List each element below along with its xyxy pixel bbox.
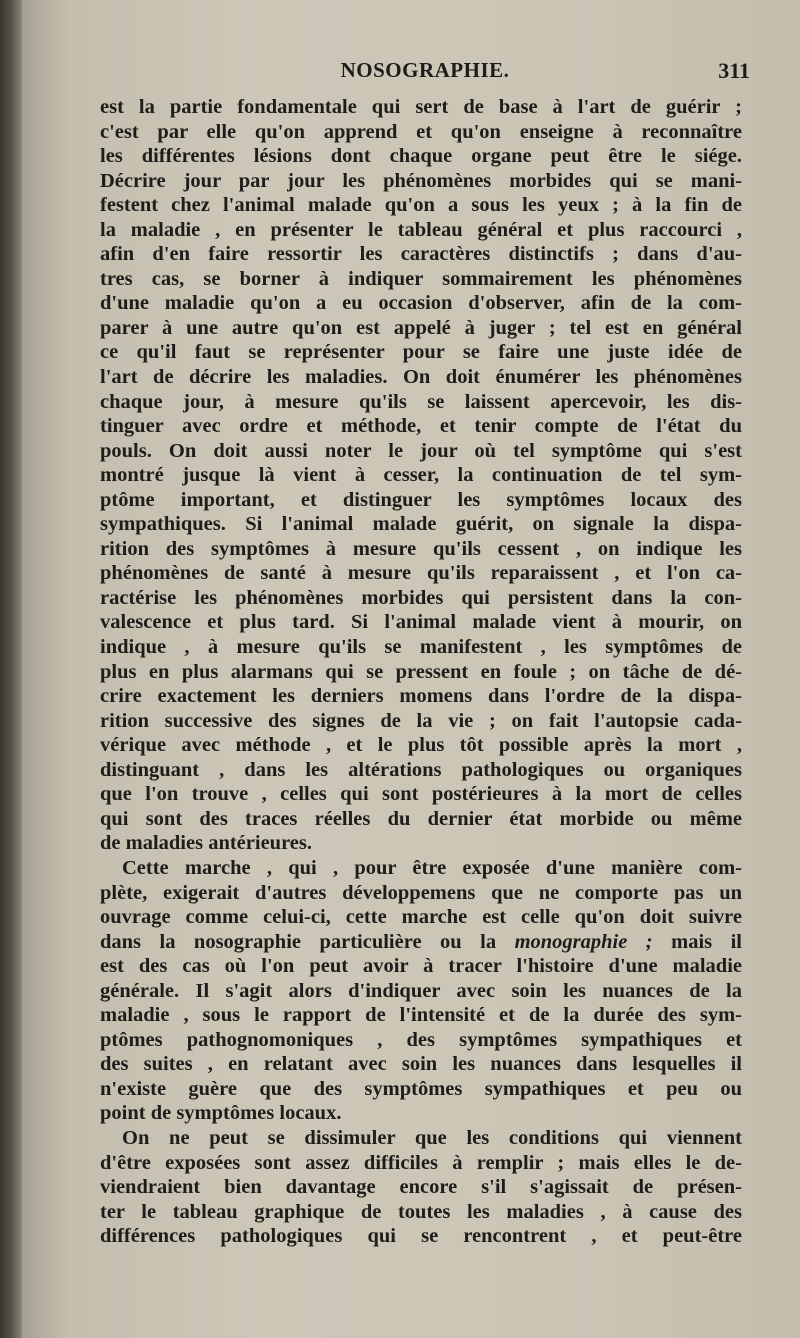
text-line: viendraient bien davantage encore s'il s'agissait de présen-: [100, 1176, 742, 1199]
text-line: rition successive des signes de la vie ; on fait l'autopsie cada-: [100, 709, 742, 732]
text-line: [100, 930, 742, 955]
text-line: pouls. On doit aussi noter le jour où tel symptôme qui s'est: [100, 439, 742, 462]
text-line: est la partie fondamentale qui sert de base à l'art de guérir ;: [100, 96, 742, 118]
text-line: ter le tableau graphique de toutes les maladies , à cause des: [100, 1200, 742, 1223]
text-line: l'art de décrire les maladies. On doit énumérer les phénomènes: [100, 366, 742, 389]
text-line: ractérise les phénomènes morbides qui persistent dans la con-: [100, 586, 742, 609]
text-run: dans la nosographie particulière ou la: [100, 930, 515, 953]
italic-term: monographie ;: [514, 930, 653, 953]
body-text: [100, 95, 742, 1249]
text-line: les différentes lésions dont chaque organe peut être le siége.: [100, 145, 742, 168]
text-line: qui sont des traces réelles du dernier état morbide ou même: [100, 807, 742, 830]
text-line: c'est par elle qu'on apprend et qu'on enseigne à reconnaître: [100, 120, 742, 143]
running-title: NOSOGRAPHIE.: [340, 58, 510, 82]
page-number: 311: [718, 58, 750, 83]
text-line: tres cas, se borner à indiquer sommairement les phénomènes: [100, 267, 742, 290]
text-line: ce qu'il faut se représenter pour se faire une juste idée de: [100, 341, 742, 364]
text-line: des suites , en relatant avec soin les nuances dans lesquelles il: [100, 1053, 742, 1076]
text-line: indique , à mesure qu'ils se manifestent , les symptômes de: [100, 636, 742, 659]
text-line: distinguant , dans les altérations pathologiques ou organiques: [100, 758, 742, 781]
text-line: plus en plus alarmans qui se pressent en foule ; on tâche de dé-: [100, 660, 742, 683]
text-line: sympathiques. Si l'animal malade guérit, on signale la dispa-: [100, 513, 742, 536]
text-line: rition des symptômes à mesure qu'ils cessent , on indique les: [100, 537, 742, 560]
text-line: valescence et plus tard. Si l'animal malade vient à mourir, on: [100, 611, 742, 634]
text-line: Décrire jour par jour les phénomènes morbides qui se mani-: [100, 169, 742, 192]
text-line: parer à une autre qu'on est appelé à juger ; tel est en général: [100, 316, 742, 339]
text-line: plète, exigerait d'autres développemens que ne comporte pas un: [100, 881, 742, 904]
text-line: Cette marche , qui , pour être exposée d'une manière com-: [122, 856, 742, 879]
text-line: chaque jour, à mesure qu'ils se laissent apercevoir, les dis-: [100, 390, 742, 413]
text-run: mais il: [652, 930, 742, 953]
text-line: générale. Il s'agit alors d'indiquer avec soin les nuances de la: [100, 979, 742, 1002]
text-line: point de symptômes locaux.: [100, 1102, 342, 1125]
text-line: afin d'en faire ressortir les caractères distinctifs ; dans d'au-: [100, 243, 742, 266]
text-line: de maladies antérieures.: [100, 832, 312, 855]
text-line: On ne peut se dissimuler que les conditions qui viennent: [122, 1126, 742, 1149]
text-line: que l'on trouve , celles qui sont postérieures à la mort de celles: [100, 783, 742, 806]
text-line: d'être exposées sont assez difficiles à remplir ; mais elles le de-: [100, 1151, 742, 1174]
text-line: maladie , sous le rapport de l'intensité et de la durée des sym-: [100, 1004, 742, 1027]
page-header: [100, 58, 750, 88]
text-line: d'une maladie qu'on a eu occasion d'observer, afin de la com-: [100, 292, 742, 315]
book-page: [22, 0, 800, 1338]
text-line: vérique avec méthode , et le plus tôt possible après la mort ,: [100, 734, 742, 757]
text-line: ptômes pathognomoniques , des symptômes sympathiques et: [100, 1028, 742, 1051]
text-line: ouvrage comme celui-ci, cette marche est celle qu'on doit suivre: [100, 906, 742, 929]
text-line: crire exactement les derniers momens dans l'ordre de la dispa-: [100, 685, 742, 708]
text-line: la maladie , en présenter le tableau général et plus raccourci ,: [100, 218, 742, 241]
text-line: phénomènes de santé à mesure qu'ils reparaissent , et l'on ca-: [100, 562, 742, 585]
text-line: différences pathologiques qui se rencontrent , et peut-être: [100, 1225, 742, 1248]
text-line: ptôme important, et distinguer les symptômes locaux des: [100, 488, 742, 511]
text-line: montré jusque là vient à cesser, la continuation de tel sym-: [100, 464, 742, 487]
text-line: festent chez l'animal malade qu'on a sous les yeux ; à la fin de: [100, 194, 742, 217]
text-line: n'existe guère que des symptômes sympathiques et peu ou: [100, 1077, 742, 1100]
text-line: tinguer avec ordre et méthode, et tenir compte de l'état du: [100, 415, 742, 438]
text-line: est des cas où l'on peut avoir à tracer l'histoire d'une maladie: [100, 955, 742, 978]
